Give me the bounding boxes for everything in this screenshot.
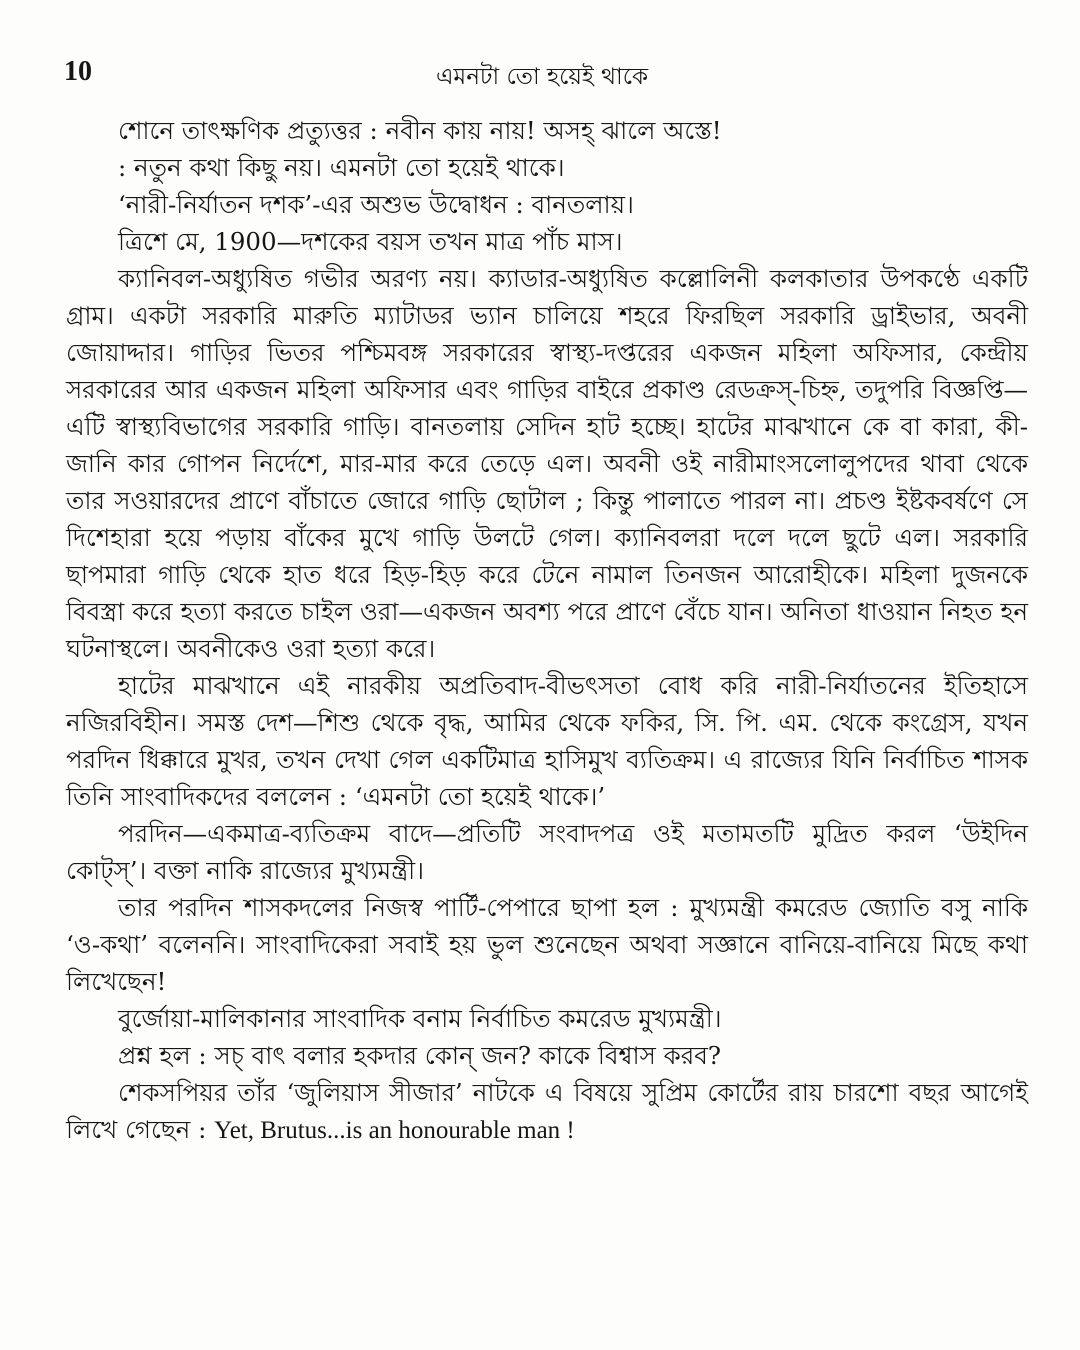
paragraph-4: ত্রিশে মে, 1900—দশকের বয়স তখন মাত্র পাঁচ মাস।: [118, 227, 623, 256]
paragraph-2: : নতুন কথা কিছু নয়। এমনটা তো হয়েই থাকে।: [118, 153, 565, 182]
paragraph-9: বুর্জোয়া-মালিকানার সাংবাদিক বনাম নির্বাচিত কমরেড মুখ্যমন্ত্রী।: [118, 1004, 722, 1033]
paragraph-6: হাটের মাঝখানে এই নারকীয় অপ্রতিবাদ-বীভৎসতা বোধ করি নারী-নির্যাতনের ইতিহাসে নজিরবিহীন। সমস্ত দেশ—শিশু থেকে বৃদ্ধ, আমির থেকে ফকির, সি. পি. এম. থেকে কংগ্রেস, যখন পরদিন ধিক্কারে মুখর, তখন দেখা গেল একটিমাত্র হাসিমুখ ব্যতিক্রম। এ রাজ্যের যিনি নির্বাচিত শাসক তিনি সাংবাদিকদের বললেন : ‘এমনটা তো হয়েই থাকে।’: [66, 671, 1028, 811]
paragraph-11: [66, 1074, 1028, 1149]
paragraph-11-text: শেকসপিয়র তাঁর ‘জুলিয়াস সীজার’ নাটকে এ বিষয়ে সুপ্রিম কোর্টের রায় চারশো বছর আগেই লিখে গেছেন :: [66, 1078, 1028, 1144]
paragraph-3: ‘নারী-নির্যাতন দশক’-এর অশুভ উদ্বোধন : বানতলায়।: [118, 190, 634, 219]
page-number: 10: [64, 56, 92, 87]
body-text: [66, 112, 1028, 1149]
paragraph-8: তার পরদিন শাসকদলের নিজস্ব পার্টি-পেপারে ছাপা হল : মুখ্যমন্ত্রী কমরেড জ্যোতি বসু নাকি ‘ও-কথা’ বলেননি। সাংবাদিকেরা সবাই হয় ভুল শুনেছেন অথবা সজ্ঞানে বানিয়ে-বানিয়ে মিছে কথা লিখেছেন!: [66, 893, 1028, 996]
paragraph-5: ক্যানিবল-অধ্যুষিত গভীর অরণ্য নয়। ক্যাডার-অধ্যুষিত কল্লোলিনী কলকাতার উপকণ্ঠে একটি গ্রাম। একটা সরকারি মারুতি ম্যাটাডর ভ্যান চালিয়ে শহরে ফিরছিল সরকারি ড্রাইভার, অবনী জোয়াদ্দার। গাড়ির ভিতর পশ্চিমবঙ্গ সরকারের স্বাস্থ্য-দপ্তরের একজন মহিলা অফিসার, কেন্দ্রীয় সরকারের আর একজন মহিলা অফিসার এবং গাড়ির বাইরে প্রকাণ্ড রেডক্রস্-চিহ্ন, তদুপরি বিজ্ঞপ্তি—এটি স্বাস্থ্যবিভাগের সরকারি গাড়ি। বানতলায় সেদিন হাট হচ্ছে। হাটের মাঝখানে কে বা কারা, কী-জানি কার গোপন নির্দেশে, মার-মার করে তেড়ে এল। অবনী ওই নারীমাংসলোলুপদের থাবা থেকে তার সওয়ারদের প্রাণে বাঁচাতে জোরে গাড়ি ছোটাল ; কিন্তু পালাতে পারল না। প্রচণ্ড ইষ্টকবর্ষণে সে দিশেহারা হয়ে পড়ায় বাঁকের মুখে গাড়ি উলটে গেল। ক্যানিবলরা দলে দলে ছুটে এল। সরকারি ছাপমারা গাড়ি থেকে হাত ধরে হিড়-হিড় করে টেনে নামাল তিনজন আরোহীকে। মহিলা দুজনকে বিবস্ত্রা করে হত্যা করতে চাইল ওরা—একজন অবশ্য পরে প্রাণে বেঁচে যান। অনিতা ধাওয়ান নিহত হন ঘটনাস্থলে। অবনীকেও ওরা হত্যা করে।: [66, 264, 1028, 663]
paragraph-10: প্রশ্ন হল : সচ্ বাৎ বলার হকদার কোন্ জন? কাকে বিশ্বাস করব?: [118, 1041, 721, 1070]
paragraph-1: শোনে তাৎক্ষণিক প্রত্যুত্তর : নবীন কায় নায়! অসহ্ ঝালে অস্তে!: [118, 116, 722, 145]
running-title: এমনটা তো হয়েই থাকে: [435, 64, 649, 90]
page-header: [64, 56, 1020, 96]
english-quote: Yet, Brutus...is an honourable man !: [214, 1117, 575, 1144]
paragraph-7: পরদিন—একমাত্র-ব্যতিক্রম বাদে—প্রতিটি সংবাদপত্র ওই মতামতটি মুদ্রিত করল ‘উইদিন কোট্স্’। বক্তা নাকি রাজ্যের মুখ্যমন্ত্রী।: [66, 819, 1028, 885]
